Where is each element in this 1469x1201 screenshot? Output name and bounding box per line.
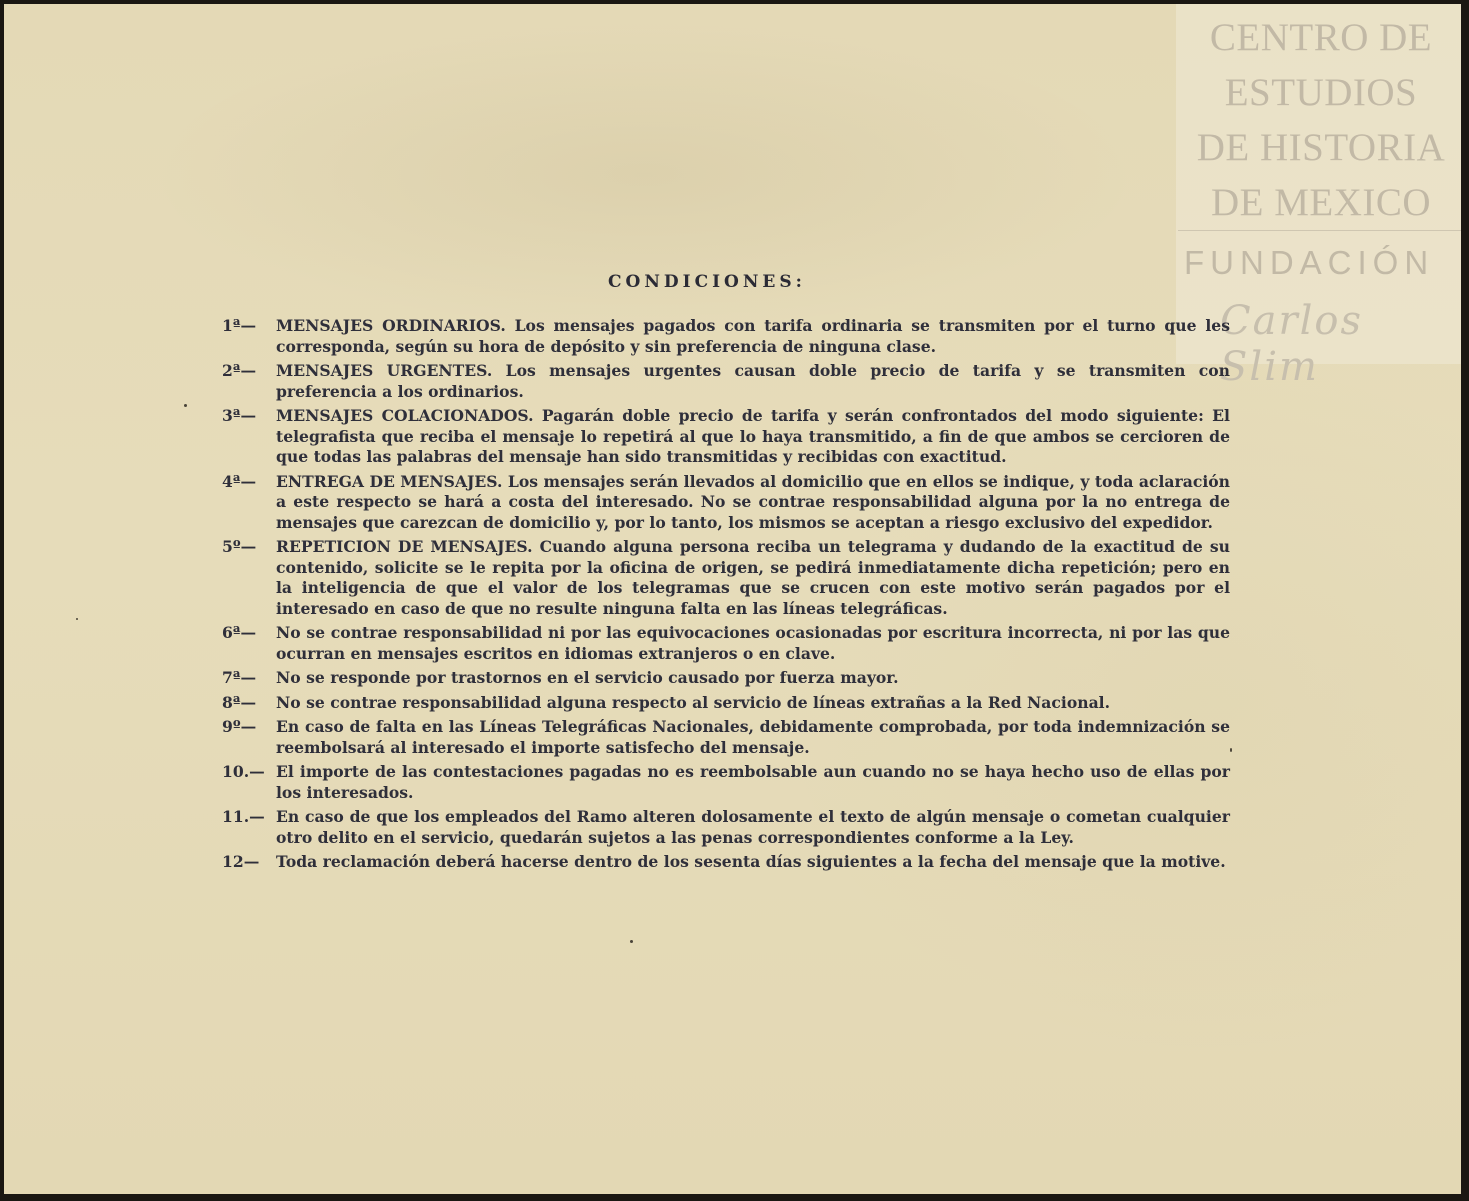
- condition-number: 5º—: [222, 537, 257, 556]
- condition-text: Toda reclamación deberá hacerse dentro de los sesenta días siguientes a la fecha del mensaje que la motive.: [276, 852, 1226, 871]
- condition-text: No se contrae responsabilidad alguna respecto al servicio de líneas extrañas a la Red Nacional.: [276, 692, 1111, 712]
- condition-item: [222, 807, 1230, 848]
- watermark-institution: [1176, 10, 1461, 230]
- condition-item: [222, 693, 1230, 714]
- watermark-line: DE HISTORIA: [1196, 126, 1446, 169]
- condition-item: [222, 762, 1230, 803]
- condition-text: MENSAJES ORDINARIOS. Los mensajes pagados con tarifa ordinaria se transmiten por el turno que les corresponda, según su hora de depósito y sin preferencia de ninguna clase.: [276, 316, 1230, 356]
- condition-item: [222, 852, 1230, 873]
- condition-item: [222, 668, 1230, 689]
- condition-text: ENTREGA DE MENSAJES. Los mensajes serán llevados al domicilio que en ellos se indique, y toda aclaración a este respecto se hará a costa del interesado. No se contrae responsabilidad alguna por la no entrega de mensajes que carezcan de domicilio y, por lo tanto, los mismos se aceptan a riesgo exclusivo del expedidor.: [276, 471, 1230, 532]
- condition-number: 7ª—: [222, 668, 257, 687]
- condition-number: 2ª—: [222, 361, 257, 380]
- watermark-line: DE MEXICO: [1210, 181, 1432, 224]
- paper-speck: [184, 404, 187, 407]
- paper-speck: [630, 940, 633, 943]
- condition-text: El importe de las contestaciones pagadas no es reembolsable aun cuando no se haya hecho uso de ellas por los interesados.: [276, 762, 1230, 802]
- condition-item: [222, 361, 1230, 402]
- document-page: [4, 4, 1461, 1194]
- watermark-signature: Carlos Slim: [1220, 298, 1363, 390]
- condition-item: [222, 623, 1230, 664]
- condition-number: 4ª—: [222, 471, 257, 491]
- watermark-line: ESTUDIOS: [1224, 71, 1418, 114]
- conditions-list: [222, 316, 1230, 877]
- condition-number: 10.—: [222, 762, 265, 781]
- condition-number: 9º—: [222, 717, 257, 736]
- condition-number: 6ª—: [222, 623, 257, 642]
- watermark-line: CENTRO DE: [1209, 16, 1433, 59]
- condition-number: 8ª—: [222, 692, 257, 712]
- condition-item: [222, 406, 1230, 468]
- condition-number: 11.—: [222, 807, 265, 826]
- condition-number: 3ª—: [222, 406, 257, 425]
- conditions-heading: CONDICIONES:: [608, 272, 806, 292]
- condition-text: En caso de que los empleados del Ramo alteren dolosamente el texto de algún mensaje o cometan cualquier otro delito en el servicio, quedarán sujetos a las penas correspondientes conforme a la Ley.: [276, 807, 1230, 847]
- condition-item: [222, 537, 1230, 619]
- watermark-foundation: FUNDACIÓN: [1184, 244, 1435, 281]
- condition-item: [222, 316, 1230, 357]
- condition-text: En caso de falta en las Líneas Telegráficas Nacionales, debidamente comprobada, por toda indemnización se reembolsará al interesado el importe satisfecho del mensaje.: [276, 717, 1230, 757]
- condition-number: 1ª—: [222, 316, 257, 335]
- condition-text: REPETICION DE MENSAJES. Cuando alguna persona reciba un telegrama y dudando de la exactitud de su contenido, solicite se le repita por la oficina de origen, se pedirá inmediatamente dicha repetición; pero en la inteligencia de que el valor de los telegramas que se crucen con este motivo serán pagados por el interesado en caso de que no resulte ninguna falta en las líneas telegráficas.: [276, 537, 1230, 618]
- archive-watermark: [1176, 4, 1461, 390]
- condition-item: [222, 472, 1230, 534]
- condition-text: No se contrae responsabilidad ni por las equivocaciones ocasionadas por escritura incorrecta, ni por las que ocurran en mensajes escritos en idiomas extranjeros o en clave.: [276, 623, 1230, 663]
- paper-speck: [76, 618, 78, 620]
- condition-text: No se responde por trastornos en el servicio causado por fuerza mayor.: [276, 668, 899, 687]
- watermark-divider: [1178, 230, 1461, 231]
- condition-item: [222, 717, 1230, 758]
- condition-text: MENSAJES COLACIONADOS. Pagarán doble precio de tarifa y serán confrontados del modo siguiente: El telegrafista que reciba el mensaje lo repetirá al que lo haya transmitido, a fin de que ambos se cercioren de que todas las palabras del mensaje han sido transmitidas y recibidas con exactitud.: [276, 406, 1230, 466]
- condition-number: 12—: [222, 852, 260, 871]
- paper-speck: [1230, 748, 1232, 752]
- condition-text: MENSAJES URGENTES. Los mensajes urgentes causan doble precio de tarifa y se transmiten con preferencia a los ordinarios.: [276, 361, 1230, 401]
